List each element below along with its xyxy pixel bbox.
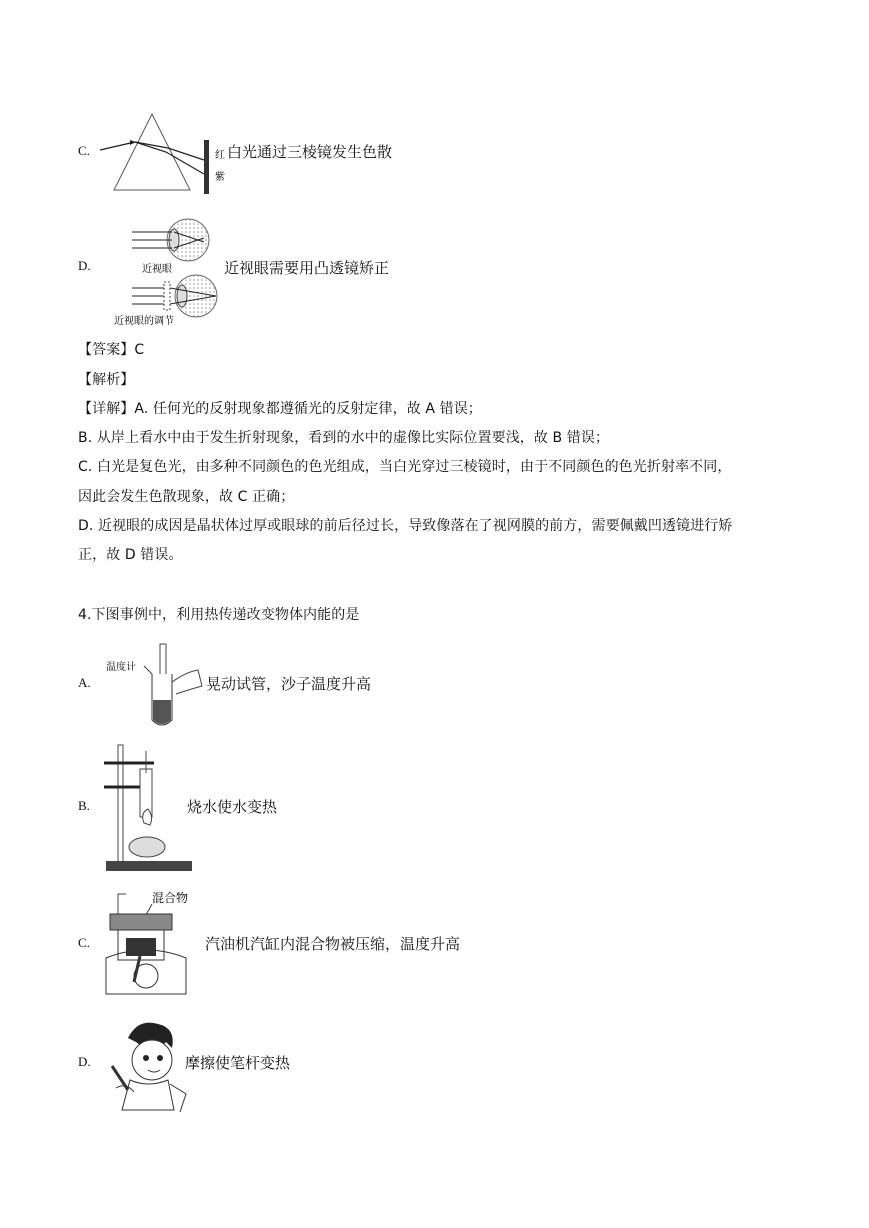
analysis-line: 【详解】A. 任何光的反射现象都遵循光的反射定律，故 A 错误； (78, 401, 482, 417)
q4-option-a-caption: 晃动试管，沙子温度升高 (206, 675, 372, 693)
q4-option-b-letter: B. (78, 798, 90, 813)
option-d-letter: D. (78, 258, 91, 273)
analysis-line: B. 从岸上看水中由于发生折射现象，看到的水中的虚像比实际位置要浅，故 B 错误； (78, 430, 610, 446)
q4-option-c-caption: 汽油机汽缸内混合物被压缩，温度升高 (205, 935, 461, 953)
svg-text:近视眼的调节: 近视眼的调节 (114, 316, 174, 327)
svg-text:红: 红 (215, 150, 225, 161)
q4-option-b-caption: 烧水使水变热 (187, 798, 278, 816)
analysis-line: C. 白光是复色光，由多种不同颜色的色光组成，当白光穿过三棱镜时，由于不同颜色的色光折射率不同， (78, 459, 732, 475)
analysis-line: 正，故 D 错误。 (78, 547, 183, 563)
boy-rubbing-pen-figure (108, 1018, 186, 1112)
q4-option-d-caption: 摩擦使笔杆变热 (185, 1054, 291, 1072)
question-4-stem: 4.下图事例中，利用热传递改变物体内能的是 (78, 607, 360, 623)
heating-water-figure (104, 743, 194, 873)
svg-text:混合物: 混合物 (152, 891, 189, 905)
test-tube-figure (106, 642, 206, 730)
engine-cylinder-figure (104, 886, 194, 1002)
myopia-eye-figure (112, 218, 232, 328)
q4-option-c-letter: C. (78, 935, 90, 950)
analysis-line: 因此会发生色散现象，故 C 正确； (78, 489, 295, 505)
q4-option-d-letter: D. (78, 1054, 91, 1069)
answer-line: 【答案】C (78, 342, 145, 358)
analysis-heading: 【解析】 (78, 372, 135, 388)
q4-option-a-letter: A. (78, 675, 91, 690)
option-c-letter: C. (78, 143, 90, 158)
svg-text:温度计: 温度计 (106, 662, 136, 673)
svg-text:紫: 紫 (215, 172, 225, 183)
option-c-caption: 白光通过三棱镜发生色散 (227, 143, 393, 161)
prism-dispersion-figure (100, 112, 230, 197)
analysis-line: D. 近视眼的成因是晶状体过厚或眼球的前后径过长，导致像落在了视网膜的前方，需要佩戴凹透镜进行矫 (78, 518, 733, 534)
svg-text:近视眼: 近视眼 (142, 264, 172, 275)
option-d-caption: 近视眼需要用凸透镜矫正 (224, 259, 390, 277)
